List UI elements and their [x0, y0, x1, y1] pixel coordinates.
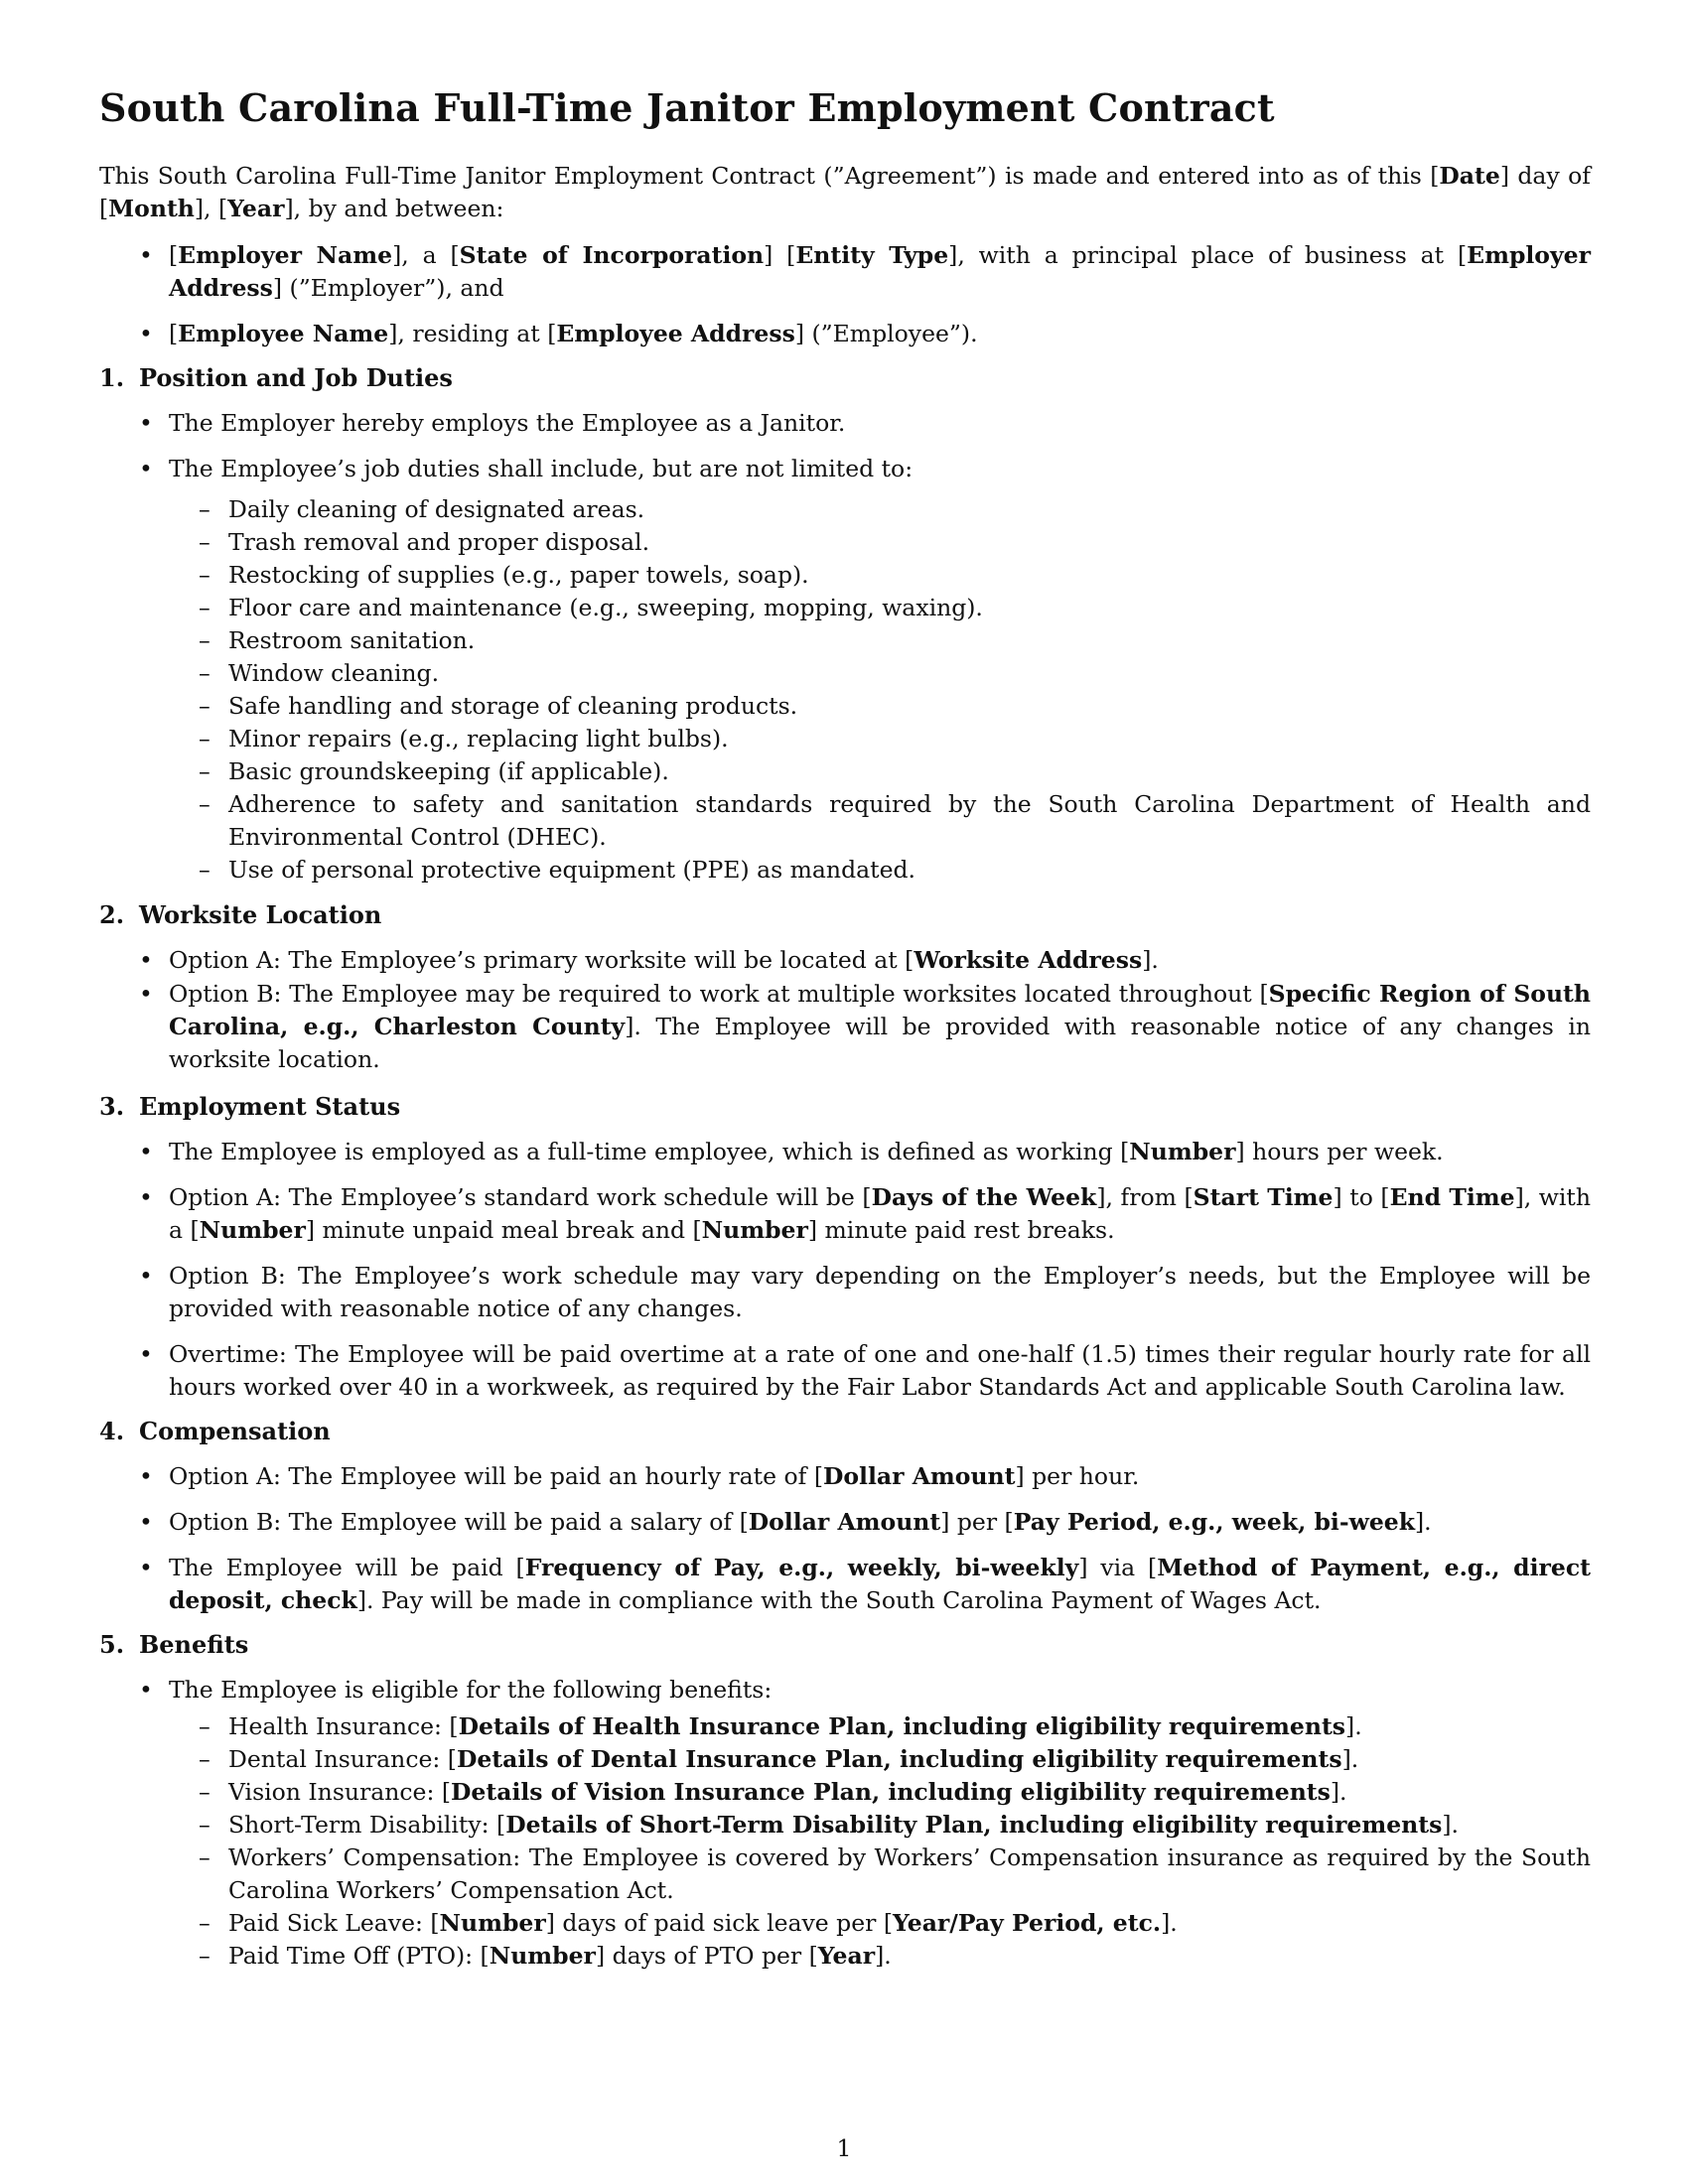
section-heading: 2. Worksite Location [99, 900, 382, 929]
duty-item: – Basic groundskeeping (if applicable). [99, 755, 1591, 788]
employer-party: • [Employer Name], a [State of Incorporation] [Entity Type], with a principal place of business at [Employer Address] (”Employer”), and [99, 239, 1591, 305]
section-worksite [99, 900, 1591, 1076]
document-page [99, 85, 1591, 1979]
date-placeholder: Date [1439, 162, 1500, 190]
duty-item: – Use of personal protective equipment (PPE) as mandated. [99, 854, 1591, 887]
duty-item: – Trash removal and proper disposal. [99, 526, 1591, 559]
list-item: • Option A: The Employee’s standard work schedule will be [Days of the Week], from [Start Time] to [End Time], with a [Number] minute unpaid meal break and [Number] minute paid rest breaks. [99, 1181, 1591, 1247]
list-item: • Option A: The Employee’s primary worksite will be located at [Worksite Address]. [99, 944, 1591, 977]
benefit-item: – Paid Time Off (PTO): [Number] days of PTO per [Year]. [99, 1940, 1591, 1973]
parties-list [99, 239, 1591, 350]
list-item: • Option A: The Employee will be paid an hourly rate of [Dollar Amount] per hour. [99, 1460, 1591, 1493]
list-item: • Option B: The Employee’s work schedule may vary depending on the Employer’s needs, but the Employee will be provided with reasonable notice of any changes. [99, 1260, 1591, 1325]
section-position [99, 363, 1591, 887]
benefit-item: – Short-Term Disability: [Details of Short-Term Disability Plan, including eligibility requirements]. [99, 1809, 1591, 1842]
list-item: • Overtime: The Employee will be paid overtime at a rate of one and one-half (1.5) times their regular hourly rate for all hours worked over 40 in a workweek, as required by the Fair Labor Standards Act and applicable South Carolina law. [99, 1338, 1591, 1404]
section-heading: 4. Compensation [99, 1417, 331, 1445]
section-compensation [99, 1417, 1591, 1617]
section-heading: 1. Position and Job Duties [99, 363, 453, 392]
section-benefits [99, 1630, 1591, 1973]
duty-item: – Floor care and maintenance (e.g., sweeping, mopping, waxing). [99, 592, 1591, 624]
section-employment-status [99, 1092, 1591, 1404]
duty-item: – Restroom sanitation. [99, 624, 1591, 657]
benefit-item: – Health Insurance: [Details of Health Insurance Plan, including eligibility requirements]. [99, 1710, 1591, 1743]
section-heading: 5. Benefits [99, 1630, 249, 1659]
employee-party: • [Employee Name], residing at [Employee Address] (”Employee”). [99, 318, 1591, 350]
duty-item: – Safe handling and storage of cleaning products. [99, 690, 1591, 723]
benefit-item: – Vision Insurance: [Details of Vision Insurance Plan, including eligibility requirements]. [99, 1776, 1591, 1809]
benefit-item: – Dental Insurance: [Details of Dental Insurance Plan, including eligibility requirements]. [99, 1743, 1591, 1776]
benefit-item: – Workers’ Compensation: The Employee is covered by Workers’ Compensation insurance as required by the South Carolina Workers’ Compensation Act. [99, 1842, 1591, 1907]
list-item: • The Employee will be paid [Frequency of Pay, e.g., weekly, bi-weekly] via [Method of Payment, e.g., direct deposit, check]. Pay will be made in compliance with the South Carolina Payment of Wages Act. [99, 1552, 1591, 1617]
benefit-item: – Paid Sick Leave: [Number] days of paid sick leave per [Year/Pay Period, etc.]. [99, 1907, 1591, 1940]
list-item: • Option B: The Employee may be required to work at multiple worksites located throughout [Specific Region of South Carolina, e.g., Charleston County]. The Employee will be provided with reasonable notice of any changes in worksite location. [99, 978, 1591, 1076]
document-title: South Carolina Full-Time Janitor Employment Contract [99, 85, 1275, 130]
list-item: • The Employee is employed as a full-time employee, which is defined as working [Number] hours per week. [99, 1136, 1591, 1168]
year-placeholder: Year [227, 195, 285, 222]
page-number: 1 [836, 2134, 852, 2162]
section-heading: 3. Employment Status [99, 1092, 401, 1121]
benefits-list [99, 1710, 1591, 1973]
month-placeholder: Month [108, 195, 195, 222]
duty-item: – Daily cleaning of designated areas. [99, 493, 1591, 526]
list-item: • Option B: The Employee will be paid a salary of [Dollar Amount] per [Pay Period, e.g., week, bi-week]. [99, 1506, 1591, 1539]
intro-paragraph: This South Carolina Full-Time Janitor Employment Contract (”Agreement”) is made and entered into as of this [Date] day of [Month], [Year], by and between: [99, 162, 1591, 222]
duty-item: – Window cleaning. [99, 657, 1591, 690]
duty-item: – Restocking of supplies (e.g., paper towels, soap). [99, 559, 1591, 592]
list-item: • The Employer hereby employs the Employee as a Janitor. [99, 407, 1591, 440]
duty-item: – Adherence to safety and sanitation standards required by the South Carolina Department of Health and Environmental Control (DHEC). [99, 788, 1591, 854]
list-item: • The Employee is eligible for the following benefits: [99, 1674, 1591, 1706]
list-item: • The Employee’s job duties shall include, but are not limited to: [99, 453, 1591, 485]
duty-item: – Minor repairs (e.g., replacing light bulbs). [99, 723, 1591, 755]
duties-list [99, 493, 1591, 887]
